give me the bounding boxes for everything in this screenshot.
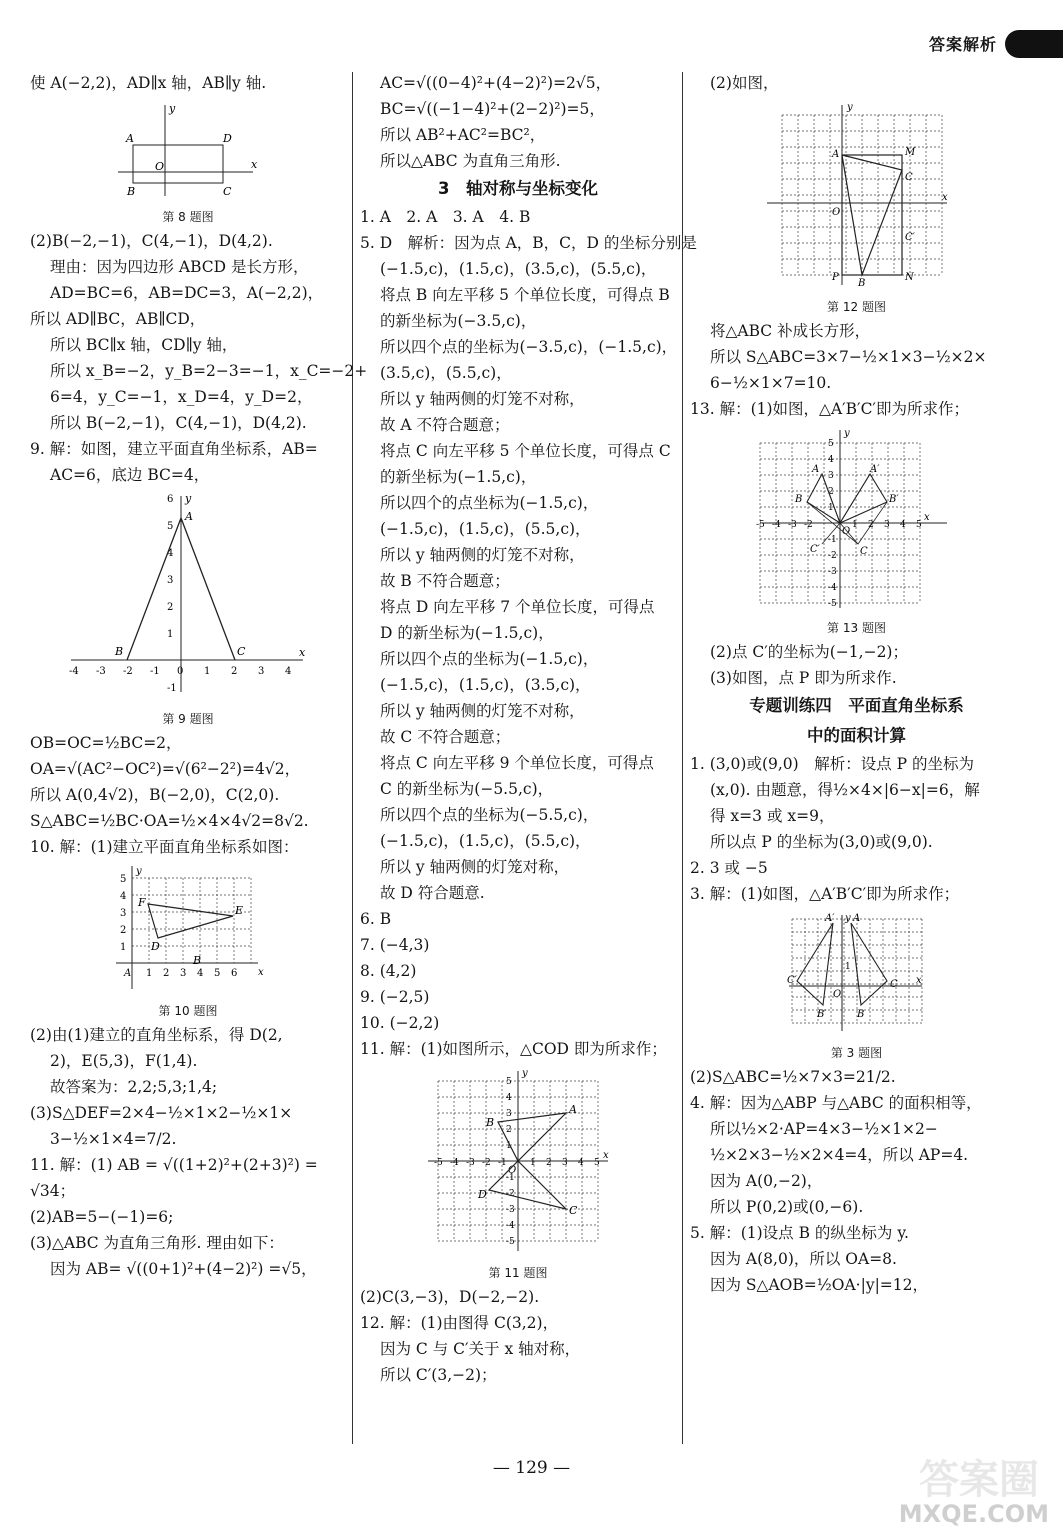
fig12-axis: y (846, 102, 853, 113)
text-line: 2)，E(5,3)，F(1,4). (50, 1052, 198, 1070)
text-line: 3. 解：(1)如图，△A′B′C′即为所求作； (690, 885, 960, 903)
fig9-label: C (237, 645, 246, 658)
fig11-y-tick: 4 (506, 1093, 512, 1103)
fig12-label: O (831, 207, 840, 218)
fig12-label: M (904, 147, 915, 158)
fig3-axis: y (844, 913, 851, 924)
text-line: AC=6，底边 BC=4， (50, 466, 210, 484)
fig13-label: B′ (888, 494, 899, 505)
fig13-y-tick: -5 (827, 599, 837, 609)
column-divider (352, 72, 353, 1444)
text-line: 所以 x_B=−2，y_B=2−3=−1，x_C=−2+ (50, 362, 368, 380)
fig10-x-tick: 5 (214, 968, 221, 979)
fig11-label: B (486, 1116, 495, 1129)
text-line: ½×2×3−½×2×4=4，所以 AP=4. (710, 1146, 969, 1164)
text-line: 所以四个点的坐标为(−1.5,c)， (380, 650, 599, 668)
fig13-y-tick: -3 (827, 567, 837, 577)
text-block (30, 730, 346, 860)
text-line: (2)如图， (710, 74, 779, 92)
text-line: 因为 AB= √((0+1)²+(4−2)²) =√5， (50, 1260, 317, 1278)
watermark (879, 1448, 1049, 1528)
fig13-label: O (841, 526, 850, 537)
text-line: 1. A 2. A 3. A 4. B (360, 208, 531, 226)
fig3-tick: 1 (844, 962, 851, 972)
text-line: 故 D 符合题意. (380, 884, 485, 902)
fig8-label: D (223, 132, 232, 145)
text-line: 因为 A(8,0)，所以 OA=8. (710, 1250, 897, 1268)
text-line: (3.5,c)，(5.5,c)， (380, 364, 512, 382)
text-line: 的新坐标为(−3.5,c)， (380, 312, 537, 330)
text-line: (2)AB=5−(−1)=6; (30, 1208, 174, 1226)
text-line: 所以½×2·AP=4×3−½×1×2− (710, 1120, 938, 1138)
text-line: 将点 C 向左平移 5 个单位长度，可得点 C (380, 442, 671, 460)
text-line: 5. 解：(1)设点 B 的纵坐标为 y. (690, 1224, 909, 1242)
fig9-x-tick: 3 (258, 666, 265, 677)
text-line: 6−½×1×7=10. (710, 374, 832, 392)
text-line: 所以 B(−2,−1)，C(4,−1)，D(4,2). (50, 414, 307, 432)
fig9-label: A (185, 510, 193, 523)
text-line: BC=√((−1−4)²+(2−2)²)=5， (380, 100, 605, 118)
fig10-y-tick: 3 (120, 908, 127, 919)
fig13-label: C′ (809, 544, 820, 555)
figure-caption: 第 13 题图 (827, 621, 886, 635)
fig12-label: A (831, 149, 839, 160)
fig13-label: A (811, 464, 819, 475)
text-line: 所以四个点的坐标为(−5.5,c)， (380, 806, 599, 824)
fig11-x-tick: -5 (434, 1158, 443, 1168)
fig11-x-tick: 5 (594, 1158, 600, 1168)
fig13-x-tick: 1 (851, 520, 858, 530)
fig13-x-tick: -5 (755, 520, 765, 530)
fig10-y-tick: 1 (120, 942, 127, 953)
fig12-axis: x (941, 192, 948, 203)
text-block (360, 1284, 676, 1388)
text-line: (3)S△DEF=2×4−½×1×2−½×1× (30, 1104, 293, 1122)
fig8-axis: y (169, 102, 176, 115)
fig11-axis: y (522, 1068, 528, 1079)
text-line: 3−½×1×4=7/2. (50, 1130, 177, 1148)
fig11-label: O (508, 1165, 517, 1176)
fig11-label: D (478, 1188, 487, 1201)
fig9-y-tick: 2 (167, 602, 174, 613)
fig9-x-tick: 1 (204, 666, 211, 677)
text-line: 8. (4,2) (360, 962, 417, 980)
text-line: (−1.5,c)，(1.5,c)，(3.5,c)， (380, 676, 591, 694)
text-line: 将点 B 向左平移 5 个单位长度，可得点 B (380, 286, 670, 304)
text-line: (2)S△ABC=½×7×3=21/2. (690, 1068, 896, 1086)
text-line: 故 A 不符合题意； (380, 416, 510, 434)
text-line: 2. 3 或 −5 (690, 859, 768, 877)
fig9-x-tick: -3 (96, 666, 106, 677)
fig12-diagram (762, 100, 952, 290)
fig11-y-tick: 2 (506, 1125, 512, 1135)
text-block (690, 639, 1023, 691)
fig13-x-tick: -2 (803, 520, 813, 530)
text-line: 所以 P(0,2)或(0,−6). (710, 1198, 864, 1216)
fig13-x-tick: 5 (915, 520, 922, 530)
text-line: 所以四个的点坐标为(−1.5,c)， (380, 494, 599, 512)
text-line: OB=OC=½BC=2， (30, 734, 182, 752)
fig12-label: P (831, 272, 839, 283)
fig12-label: N (904, 272, 914, 283)
fig13-diagram (755, 426, 952, 611)
fig10-y-tick: 2 (120, 925, 127, 936)
fig13-y-tick: -4 (827, 583, 837, 593)
text-line: 故答案为：2,2;5,3;1,4; (50, 1078, 218, 1096)
figure-9 (30, 492, 346, 706)
text-block (690, 751, 1023, 907)
fig10-label: A (124, 968, 132, 979)
fig11-y-tick: 5 (506, 1077, 512, 1087)
fig11-label: C (569, 1204, 578, 1217)
text-line: 所以 C′(3,−2)； (380, 1366, 497, 1384)
fig9-x-tick: 2 (231, 666, 238, 677)
text-line: 将△ABC 补成长方形， (710, 322, 871, 340)
fig13-x-tick: 2 (867, 520, 874, 530)
text-line: 9. 解：如图，建立平面直角坐标系，AB= (30, 440, 318, 458)
figure-caption: 第 9 题图 (162, 712, 214, 726)
text-line: AD=BC=6，AB=DC=3，A(−2,2)， (50, 284, 324, 302)
fig13-x-tick: -4 (771, 520, 781, 530)
fig3-axis: x (915, 975, 922, 986)
text-block (360, 70, 676, 174)
text-block (690, 318, 1023, 422)
fig10-label: E (235, 904, 244, 917)
fig10-label: B (193, 954, 202, 967)
figure-caption: 第 10 题图 (158, 1004, 218, 1018)
fig3-label: C′ (786, 975, 797, 986)
fig13-y-tick: 3 (827, 471, 834, 481)
text-line: 11. 解：(1)如图所示，△COD 即为所求作； (360, 1040, 667, 1058)
text-line: 所以 y 轴两侧的灯笼不对称， (380, 546, 585, 564)
text-line: (2)由(1)建立的直角坐标系，得 D(2, (30, 1026, 283, 1044)
fig10-x-tick: 6 (231, 968, 238, 979)
text-line: 11. 解：(1) AB = √((1+2)²+(2+3)²) = (30, 1156, 318, 1174)
fig10-y-tick: 5 (120, 874, 127, 885)
fig13-y-tick: -2 (827, 551, 837, 561)
fig11-x-tick: -2 (482, 1158, 491, 1168)
fig10-x-tick: 1 (146, 968, 153, 979)
fig8-diagram (113, 100, 263, 200)
text-block (690, 1064, 1023, 1298)
fig9-y-tick: 1 (167, 629, 174, 640)
text-line: 所以 y 轴两侧的灯笼不对称， (380, 390, 585, 408)
fig11-y-tick: -2 (506, 1189, 515, 1199)
text-line: 因为 S△AOB=½OA·|y|=12， (710, 1276, 929, 1294)
text-line: 6. B (360, 910, 392, 928)
fig10-x-tick: 3 (180, 968, 187, 979)
fig3-label: B′ (816, 1009, 827, 1020)
text-line: 所以 S△ABC=3×7−½×1×3−½×2× (710, 348, 987, 366)
fig11-x-tick: 4 (578, 1158, 584, 1168)
fig8-label: O (155, 160, 165, 173)
fig13-x-tick: -3 (787, 520, 797, 530)
text-line: 所以点 P 的坐标为(3,0)或(9,0). (710, 833, 933, 851)
text-line: √34； (30, 1182, 76, 1200)
fig11-diagram (423, 1066, 613, 1256)
figure-11 (360, 1066, 676, 1260)
text-line: 所以 BC∥x 轴，CD∥y 轴， (50, 336, 238, 354)
fig8-label: B (127, 185, 136, 198)
fig11-x-tick: 1 (530, 1158, 536, 1168)
text-block (30, 70, 346, 96)
text-line: 的新坐标为(−1.5,c)， (380, 468, 537, 486)
header-tab-decoration (1005, 30, 1063, 58)
fig3-label: A (852, 913, 860, 924)
text-line: 故 C 不符合题意； (380, 728, 511, 746)
text-line: OA=√(AC²−OC²)=√(6²−2²)=4√2， (30, 760, 301, 778)
fig11-label: A (569, 1103, 577, 1116)
fig10-x-tick: 4 (197, 968, 204, 979)
fig10-label: F (138, 896, 146, 909)
text-line: 所以 A(0,4√2)，B(−2,0)，C(2,0). (30, 786, 280, 804)
text-line: (−1.5,c)，(1.5,c)，(5.5,c)， (380, 832, 591, 850)
fig11-x-tick: -3 (466, 1158, 475, 1168)
text-line: 故 B 不符合题意； (380, 572, 510, 590)
text-line: (3)△ABC 为直角三角形. 理由如下： (30, 1234, 284, 1252)
figure-12 (690, 100, 1023, 294)
text-line: 理由：因为四边形 ABCD 是长方形， (50, 258, 309, 276)
text-block (30, 1022, 346, 1282)
fig9-y-tick: 5 (167, 521, 174, 532)
text-block (360, 204, 697, 1062)
figure-10 (30, 864, 346, 998)
text-line: 将点 D 向左平移 7 个单位长度，可得点 (380, 598, 655, 616)
text-line: 12. 解：(1)由图得 C(3,2)， (360, 1314, 559, 1332)
fig12-label: C (904, 172, 913, 183)
text-line: 因为 A(0,−2)， (710, 1172, 823, 1190)
figure-3 (690, 911, 1023, 1040)
fig13-axis: x (923, 512, 930, 523)
fig9-y-tick: 4 (167, 548, 174, 559)
fig11-x-tick: 2 (546, 1158, 552, 1168)
fig12-label: B (857, 278, 865, 289)
header-title: 答案解析 (928, 35, 997, 54)
fig3-label: O (832, 989, 841, 1000)
fig10-diagram (108, 864, 268, 994)
fig11-y-tick: 3 (506, 1109, 512, 1119)
fig9-x-tick: -2 (123, 666, 133, 677)
fig9-x-tick: 0 (177, 666, 184, 677)
fig10-axis: x (258, 967, 264, 978)
fig9-axis: y (185, 492, 192, 505)
fig11-x-tick: 3 (562, 1158, 568, 1168)
text-line: 所以 y 轴两侧的灯笼对称， (380, 858, 570, 876)
text-line: 将点 C 向左平移 9 个单位长度，可得点 (380, 754, 654, 772)
fig9-y-tick: -1 (167, 683, 177, 694)
text-line: 得 x=3 或 x=9， (710, 807, 835, 825)
text-line: (−1.5,c)，(1.5,c)，(5.5,c)， (380, 520, 591, 538)
text-line: 因为 C 与 C′关于 x 轴对称， (380, 1340, 581, 1358)
fig3-label: B (856, 1009, 864, 1020)
figure-13 (690, 426, 1023, 615)
text-line: (−1.5,c)，(1.5,c)，(3.5,c)，(5.5,c)， (380, 260, 657, 278)
fig11-x-tick: -4 (450, 1158, 459, 1168)
fig11-y-tick: -4 (506, 1221, 515, 1231)
text-line: (2)B(−2,−1)，C(4,−1)，D(4,2). (30, 232, 273, 250)
text-line: 10. (−2,2) (360, 1014, 440, 1032)
text-line: 所以四个点的坐标为(−3.5,c)，(−1.5,c)， (380, 338, 678, 356)
fig11-axis: x (603, 1150, 609, 1161)
fig13-y-tick: -1 (827, 535, 837, 545)
figure-caption: 第 8 题图 (162, 210, 214, 224)
text-line: 9. (−2,5) (360, 988, 430, 1006)
fig3-label: A′ (824, 913, 834, 924)
column-3 (690, 70, 1023, 1446)
text-line: 6=4，y_C=−1，x_D=4，y_D=2， (50, 388, 313, 406)
fig13-x-tick: 3 (883, 520, 890, 530)
text-line: 所以 y 轴两侧的灯笼不对称， (380, 702, 585, 720)
section-title: 专题训练四 平面直角坐标系 (749, 696, 964, 715)
text-line: S△ABC=½BC·OA=½×4×4√2=8√2. (30, 812, 309, 830)
column-1 (30, 70, 368, 1446)
figure-caption: 第 3 题图 (830, 1046, 883, 1060)
page-header (863, 28, 1063, 62)
fig10-label: D (151, 940, 160, 953)
fig9-x-tick: -1 (150, 666, 160, 677)
fig13-label: A′ (869, 464, 879, 475)
fig8-axis: x (251, 158, 258, 171)
fig13-axis: y (843, 428, 850, 439)
fig13-x-tick: 4 (899, 520, 906, 530)
fig11-y-tick: 1 (506, 1141, 512, 1151)
column-2 (360, 70, 697, 1446)
page-number: — 129 — (492, 1458, 571, 1478)
text-line: 使 A(−2,2)，AD∥x 轴，AB∥y 轴. (30, 74, 267, 92)
fig9-y-tick: 3 (167, 575, 174, 586)
text-line: 所以△ABC 为直角三角形. (380, 152, 561, 170)
text-line: 所以 AD∥BC，AB∥CD， (30, 310, 206, 328)
fig9-x-tick: -4 (69, 666, 79, 677)
fig13-label: B (794, 494, 802, 505)
text-line: (x,0). 由题意，得½×4×|6−x|=6，解 (710, 781, 980, 799)
fig13-y-tick: 1 (827, 503, 834, 513)
fig9-y-tick: 6 (167, 494, 174, 505)
fig10-x-tick: 2 (163, 968, 170, 979)
text-line: 7. (−4,3) (360, 936, 430, 954)
text-line: 10. 解：(1)建立平面直角坐标系如图： (30, 838, 299, 856)
section-title: 3 轴对称与坐标变化 (438, 179, 598, 198)
fig12-label: C′ (904, 232, 915, 243)
fig11-x-tick: -1 (498, 1158, 507, 1168)
text-line: D 的新坐标为(−1.5,c)， (380, 624, 554, 642)
text-line: 所以 AB²+AC²=BC²， (380, 126, 546, 144)
fig11-y-tick: -5 (506, 1237, 515, 1247)
fig9-diagram (63, 492, 313, 702)
fig13-y-tick: 4 (827, 455, 834, 465)
figure-caption: 第 11 题图 (488, 1266, 548, 1280)
fig9-axis: x (299, 646, 306, 659)
fig3-label: C (889, 979, 898, 990)
text-block (690, 70, 1023, 96)
fig13-y-tick: 2 (827, 487, 834, 497)
text-line: (2)C(3,−3)，D(−2,−2). (360, 1288, 540, 1306)
fig9-label: B (115, 645, 124, 658)
text-line: 1. (3,0)或(9,0) 解析：设点 P 的坐标为 (690, 755, 974, 773)
watermark-url: MXQE.COM (898, 1500, 1049, 1528)
watermark-logo: 答案圈 (919, 1457, 1039, 1503)
fig13-label: C (859, 546, 868, 557)
fig10-axis: y (136, 866, 142, 877)
text-line: AC=√((0−4)²+(4−2)²)=2√5， (380, 74, 612, 92)
text-line: C 的新坐标为(−5.5,c)， (380, 780, 554, 798)
fig10-y-tick: 4 (120, 891, 127, 902)
figure-caption: 第 12 题图 (827, 300, 886, 314)
text-line: (2)点 C′的坐标为(−1,−2)； (710, 643, 908, 661)
fig3-diagram (787, 911, 927, 1036)
text-line: 4. 解：因为△ABP 与△ABC 的面积相等， (690, 1094, 982, 1112)
section-title: 中的面积计算 (807, 726, 906, 745)
fig13-y-tick: 5 (827, 439, 834, 449)
fig11-y-tick: -1 (506, 1173, 515, 1183)
fig9-x-tick: 4 (285, 666, 292, 677)
text-line: 13. 解：(1)如图，△A′B′C′即为所求作； (690, 400, 969, 418)
fig8-label: C (223, 185, 232, 198)
text-line: 5. D 解析：因为点 A，B，C，D 的坐标分别是 (360, 234, 697, 252)
fig11-y-tick: -3 (506, 1205, 515, 1215)
text-line: (3)如图，点 P 即为所求作. (710, 669, 897, 687)
column-divider (682, 72, 683, 1444)
text-block (30, 228, 368, 488)
fig8-label: A (126, 132, 134, 145)
figure-8 (30, 100, 346, 204)
